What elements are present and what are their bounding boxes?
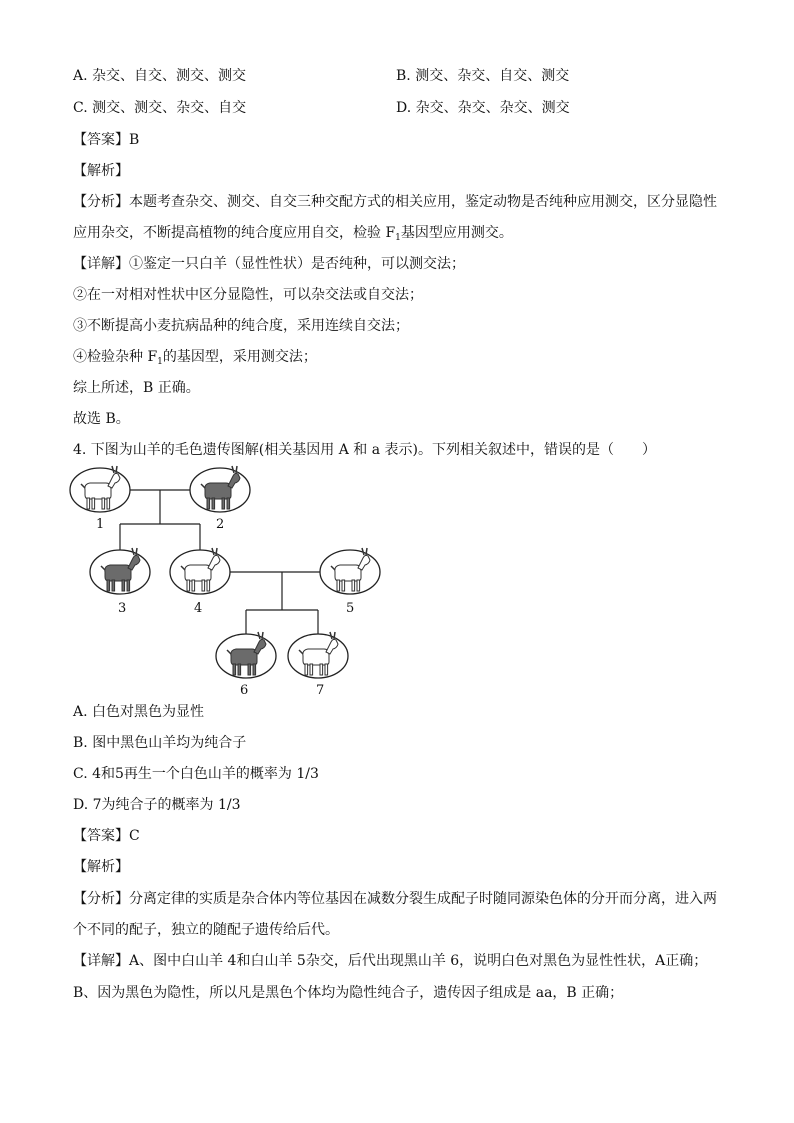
label-5: 5 (346, 601, 355, 616)
q3-option-b: B. 测交、杂交、自交、测交 (396, 68, 570, 84)
q3-analysis-title: 【解析】 (73, 163, 129, 179)
q4-stem: 4. 下图为山羊的毛色遗传图解(相关基因用 A 和 a 表示)。下列相关叙述中，错误的是（ ） (73, 442, 656, 458)
q3-answer: 【答案】B (73, 132, 140, 148)
q4-fenxi-line-1: 【分析】分离定律的实质是杂合体内等位基因在减数分裂生成配子时随同源染色体的分开而分离，进入两 (73, 891, 717, 907)
q4-option-c: C. 4和5再生一个白色山羊的概率为 1/3 (73, 766, 319, 782)
q4-option-a: A. 白色对黑色为显性 (73, 704, 205, 720)
q3-detail-4 (73, 347, 317, 372)
q4-analysis-title: 【解析】 (73, 859, 129, 875)
individual-6-black-goat (216, 632, 276, 678)
label-1: 1 (96, 517, 105, 532)
pedigree-diagram (60, 462, 400, 702)
label-3: 3 (118, 601, 127, 616)
label-6: 6 (240, 683, 249, 698)
q3-option-a: A. 杂交、自交、测交、测交 (73, 68, 247, 84)
q3-detail-1: 【详解】①鉴定一只白羊（显性性状）是否纯种，可以测交法； (73, 256, 465, 272)
q3-fenxi-2b: 基因型应用测交。 (400, 225, 513, 241)
q3-choice: 故选 B。 (73, 411, 130, 427)
q3-detail-3: ③不断提高小麦抗病品种的纯合度，采用连续自交法； (73, 318, 409, 334)
q4-option-b: B. 图中黑色山羊均为纯合子 (73, 735, 247, 751)
q4-answer: 【答案】C (73, 828, 140, 844)
q3-fenxi-line-2 (73, 223, 513, 248)
individual-2-black-goat (190, 466, 250, 512)
q4-option-d: D. 7为纯合子的概率为 1/3 (73, 797, 241, 813)
individual-3-black-goat (90, 548, 150, 594)
label-2: 2 (216, 517, 225, 532)
q4-detail-2: B、因为黑色为隐性，所以凡是黑色个体均为隐性纯合子，遗传因子组成是 aa，B 正确； (73, 985, 624, 1001)
q3-fenxi-line-1: 【分析】本题考查杂交、测交、自交三种交配方式的相关应用，鉴定动物是否纯种应用测交，区分显隐性 (73, 194, 717, 210)
individual-4-white-goat (170, 548, 230, 594)
label-4: 4 (194, 601, 203, 616)
q3-summary: 综上所述，B 正确。 (73, 380, 200, 396)
q3-option-d: D. 杂交、杂交、杂交、测交 (396, 100, 570, 116)
q3-option-c: C. 测交、测交、杂交、自交 (73, 100, 247, 116)
q4-detail-1: 【详解】A、图中白山羊 4和白山羊 5杂交，后代出现黑山羊 6，说明白色对黑色为显性性状，A正确； (73, 953, 708, 969)
q4-fenxi-line-2: 个不同的配子，独立的随配子遗传给后代。 (73, 922, 339, 938)
q3-detail-subscript: 1 (157, 357, 163, 367)
label-7: 7 (316, 683, 325, 698)
individual-7-white-goat (288, 632, 348, 678)
q3-fenxi-2a: 应用杂交，不断提高植物的纯合度应用自交，检验 F (73, 225, 396, 241)
individual-1-white-goat (70, 466, 130, 512)
individual-5-white-goat (320, 548, 380, 594)
q3-detail-4b: 的基因型，采用测交法； (162, 349, 317, 365)
q3-detail-2: ②在一对相对性状中区分显隐性，可以杂交法或自交法； (73, 287, 423, 303)
q3-detail-4a: ④检验杂种 F (73, 349, 158, 365)
q3-fenxi-subscript: 1 (395, 233, 401, 243)
